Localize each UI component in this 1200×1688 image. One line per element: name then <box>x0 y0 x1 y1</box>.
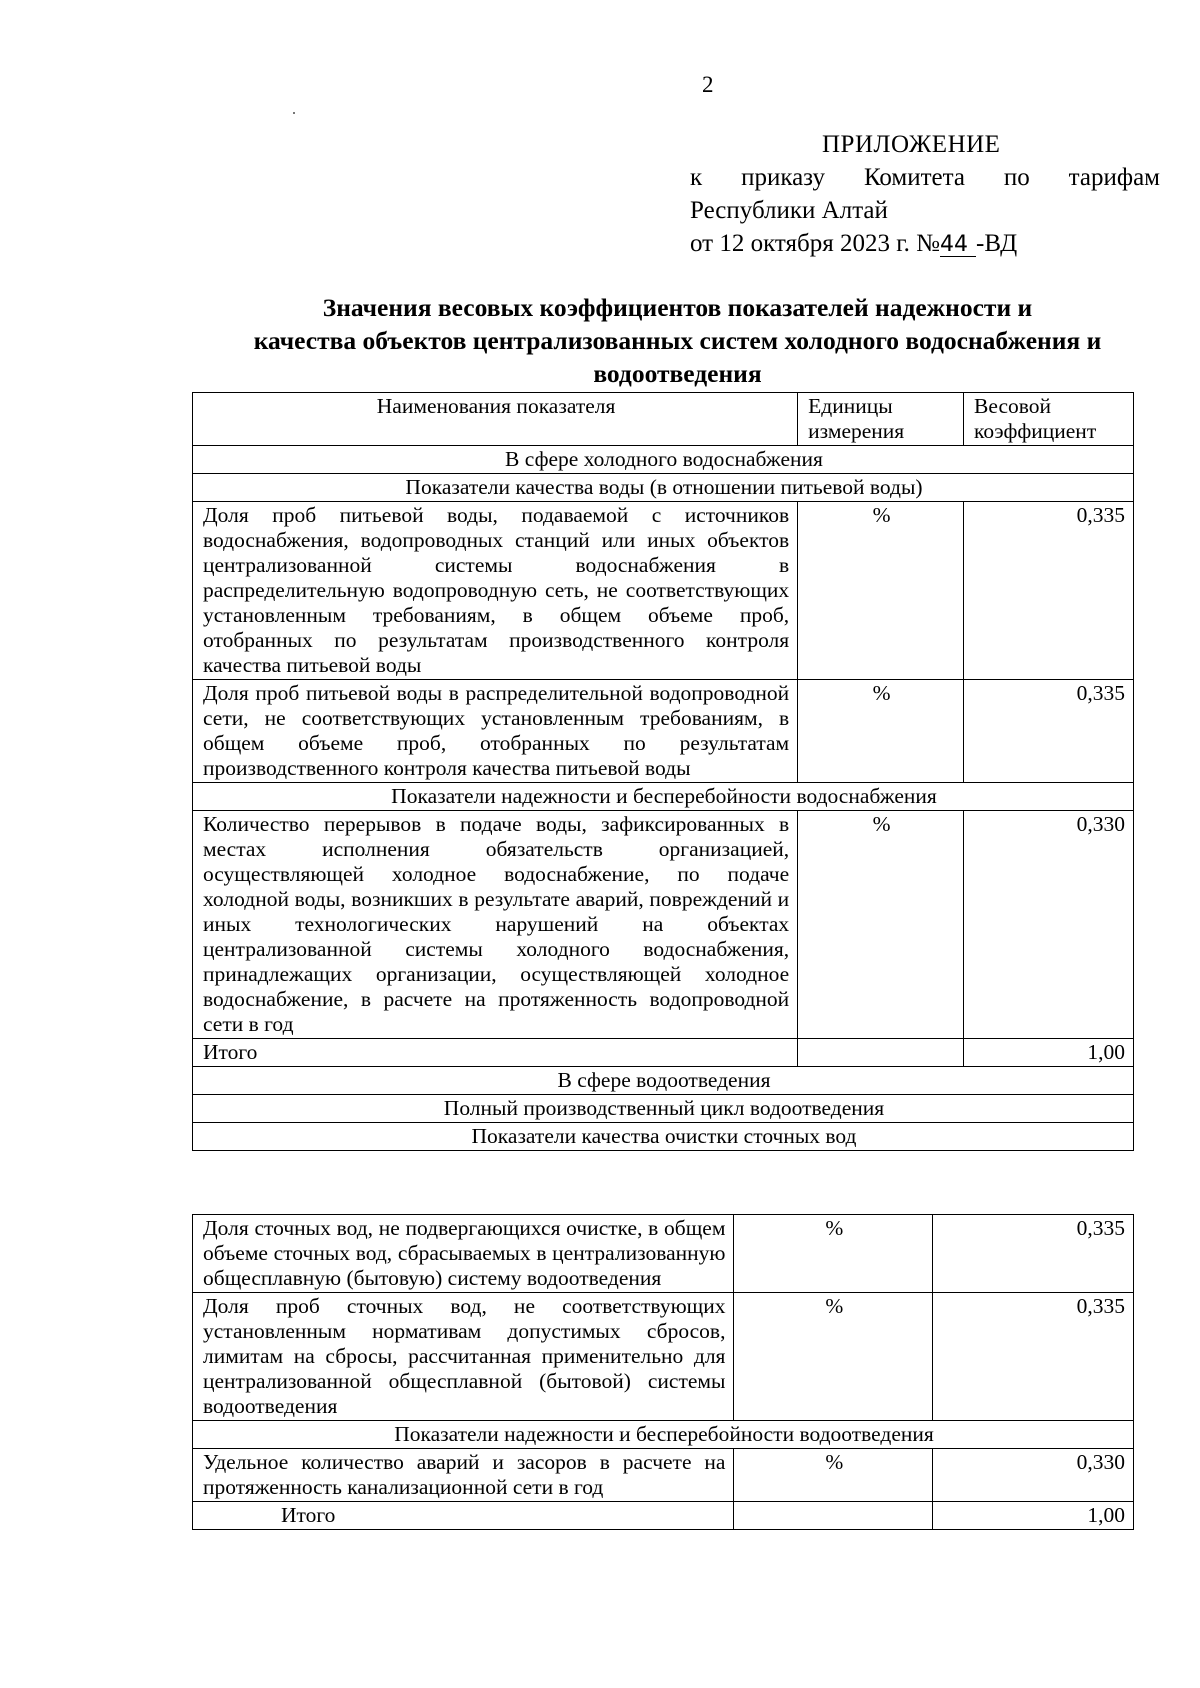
appendix-date-line <box>690 227 1160 260</box>
header-unit-line-1: Единицы <box>808 394 893 418</box>
table-row <box>193 811 1134 1039</box>
indicator-unit: % <box>798 811 964 1039</box>
indicator-weight: 0,335 <box>933 1293 1134 1421</box>
appendix-authority-line: Республики Алтай <box>690 197 888 224</box>
wastewater-section: В сфере водоотведения <box>193 1067 1134 1095</box>
title-line-1: Значения весовых коэффициентов показателей надежности и <box>322 293 1033 322</box>
header-weight-line-1: Весовой <box>974 394 1052 418</box>
table-row <box>193 1293 1134 1421</box>
total-value: 1,00 <box>964 1039 1134 1067</box>
total-label: Итого <box>193 1502 734 1530</box>
group-row <box>193 783 1134 811</box>
table-row <box>193 502 1134 680</box>
section-row <box>193 1067 1134 1095</box>
group-row <box>193 1095 1134 1123</box>
group-row <box>193 474 1134 502</box>
appendix-block <box>690 128 1160 260</box>
document-title <box>190 291 1165 390</box>
water-supply-section: В сфере холодного водоснабжения <box>193 446 1134 474</box>
water-quality-group: Показатели качества воды (в отношении питьевой воды) <box>193 474 1134 502</box>
indicator-description: Удельное количество аварий и засоров в расчете на протяженность канализационной сети в год <box>193 1449 734 1502</box>
title-line-3: водоотведения <box>593 359 762 388</box>
appendix-title: ПРИЛОЖЕНИЕ <box>822 131 1001 158</box>
total-unit-empty <box>798 1039 964 1067</box>
indicator-weight: 0,330 <box>933 1449 1134 1502</box>
group-row <box>193 1123 1134 1151</box>
section-row <box>193 446 1134 474</box>
indicator-unit: % <box>734 1449 933 1502</box>
header-unit-line-2: измерения <box>808 419 905 443</box>
appendix-order-line: к приказу Комитета по тарифам <box>690 164 1160 191</box>
page-number: 2 <box>702 72 714 97</box>
indicator-unit: % <box>734 1215 933 1293</box>
table-row <box>193 680 1134 783</box>
total-row <box>193 1039 1134 1067</box>
indicator-unit: % <box>734 1293 933 1421</box>
indicator-unit: % <box>798 680 964 783</box>
header-row <box>193 393 1134 446</box>
indicator-weight: 0,330 <box>964 811 1134 1039</box>
total-unit-empty <box>734 1502 933 1530</box>
wastewater-reliability-group: Показатели надежности и бесперебойности водоотведения <box>193 1421 1134 1449</box>
indicator-description: Доля сточных вод, не подвергающихся очистке, в общем объеме сточных вод, сбрасываемых в централизованную общесплавную (бытовую) систему водоотведения <box>193 1215 734 1293</box>
wastewater-cycle: Полный производственный цикл водоотведения <box>193 1095 1134 1123</box>
indicator-weight: 0,335 <box>964 680 1134 783</box>
order-suffix: -ВД <box>976 230 1018 257</box>
indicator-description: Доля проб питьевой воды, подаваемой с источников водоснабжения, водопроводных станций или иных объектов централизованной системы водоснабжения в распределительную водопроводную сеть, не соответствующих установленным требованиям, в общем объеме проб, отобранных по результатам производственного контроля качества питьевой воды <box>193 502 798 680</box>
group-row <box>193 1421 1134 1449</box>
title-line-2: качества объектов централизованных систем холодного водоснабжения и <box>253 326 1102 355</box>
header-name: Наименования показателя <box>193 393 798 446</box>
indicator-weight: 0,335 <box>933 1215 1134 1293</box>
water-reliability-group: Показатели надежности и бесперебойности водоснабжения <box>193 783 1134 811</box>
scan-speck <box>293 112 295 114</box>
total-value: 1,00 <box>933 1502 1134 1530</box>
water-supply-table <box>192 392 1134 1151</box>
appendix-date: от 12 октября 2023 г. № <box>690 230 941 257</box>
indicator-description: Доля проб питьевой воды в распределительной водопроводной сети, не соответствующих установленным требованиям, в общем объеме проб, отобранных по результатам производственного контроля качества питьевой воды <box>193 680 798 783</box>
handwritten-order-number: 44 <box>940 234 976 257</box>
indicator-description: Доля проб сточных вод, не соответствующих установленным нормативам допустимых сбросов, лимитам на сбросы, рассчитанная применительно для централизованной общесплавной (бытовой) системы водоотведения <box>193 1293 734 1421</box>
total-row <box>193 1502 1134 1530</box>
wastewater-table <box>192 1214 1134 1530</box>
indicator-weight: 0,335 <box>964 502 1134 680</box>
table-row <box>193 1449 1134 1502</box>
total-label: Итого <box>193 1039 798 1067</box>
indicator-description: Количество перерывов в подаче воды, зафиксированных в местах исполнения обязательств организацией, осуществляющей холодное водоснабжение, по подаче холодной воды, возникших в результате аварий, повреждений и иных технологических нарушений на объектах централизованной системы холодного водоснабжения, принадлежащих организации, осуществляющей холодное водоснабжение, в расчете на протяженность водопроводной сети в год <box>193 811 798 1039</box>
header-weight <box>964 393 1134 446</box>
wastewater-quality-group: Показатели качества очистки сточных вод <box>193 1123 1134 1151</box>
header-weight-line-2: коэффициент <box>974 419 1097 443</box>
table-row <box>193 1215 1134 1293</box>
header-unit <box>798 393 964 446</box>
indicator-unit: % <box>798 502 964 680</box>
